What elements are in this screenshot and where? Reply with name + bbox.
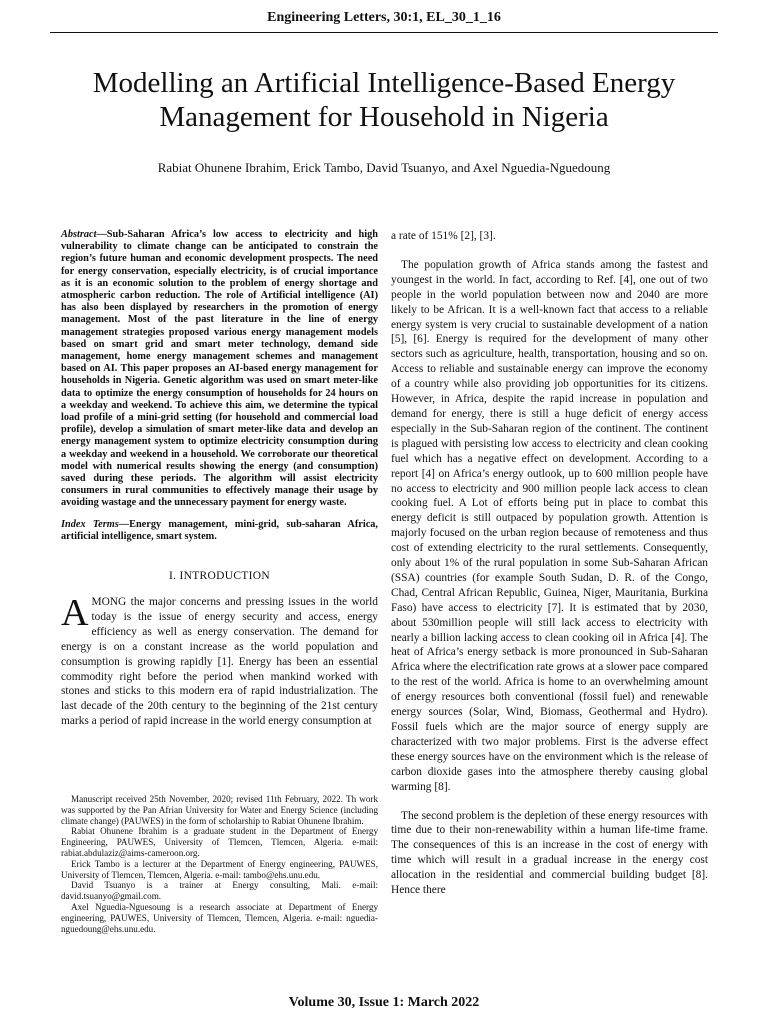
- author-list: Rabiat Ohunene Ibrahim, Erick Tambo, David Tsuanyo, and Axel Nguedia-Nguedoung: [157, 160, 611, 175]
- population-paragraph: The population growth of Africa stands among the fastest and youngest in the world. In fact, according to Ref. [4], one out of two people in the world population between now and 2040 are more likely to be African. It is a well-known fact that access to a reliable energy system is very crucial to sustainable development of a nation [5], [6]. Energy is required for the development of many other sectors such as agriculture, health, transportation, housing and so on. Access to reliable and sustainable energy can improve the economy of a country while also providing job opportunities for its citizens. However, in Africa, despite the rapid increase in population and demand for energy, there is still a huge deficit of energy access especially in the Sub-Saharan region of the continent. The continent is plagued with persisting low access to electricity and clean cooking fuel which has a negative effect on development. According to a report [4] on Africa’s energy outlook, up to 600 million people have no access to electricity and 900 million people lack access to clean cooking fuel. A Lot of efforts being put in place to combat this energy deficit is still outpaced by population growth. Attention is majorly focused on the urban region because of remoteness and thus cost of extending electricity to the rural settlements. Consequently, only about 1% of the rural population in some Sub-Saharan African (SSA) countries (for example South Sudan, D. R. of the Congo, Chad, Central African Republic, Guinea, Niger, Mauritania, Burkina Faso) have access to electricity [7]. It is estimated that by 2030, about 530million people will still lack access to electricity with nearly a billion lacking access to clean cooking oil in Africa [4]. The heat of Africa’s energy setback is more pronounced in Sub-Saharan Africa where the electrification rate grows at a slower pace compared to the rest of the world. Africa is home to an overwhelming amount of energy resources both conventional (fossil fuel) and renewable energy sources (Solar, Wind, Biomass, Geothermal and Hydro). Fossil fuels which are the major source of energy supply are characterized with two major problems. First is the adverse effect these energy sources have on the environment which is the release of carbon dioxide gases into the atmosphere thereby causing global warming [8].: [391, 258, 708, 793]
- drop-cap: A: [61, 591, 89, 634]
- header-rule: [50, 32, 718, 33]
- footnote-author-3: David Tsuanyo is a trainer at Energy consulting, Mali. e-mail: david.tsuanyo@gmail.com.: [61, 880, 378, 902]
- first-word-rest: MONG: [91, 595, 127, 608]
- footnote-author-4: Axel Nguedia-Nguesoung is a research associate at Department of Energy engineering, PAUWES, University of Tlemcen, Tlemcen, Algeria. e-mail: nguedia-nguedoung@ehs.unu.edu.: [61, 901, 378, 934]
- section-numeral: I.: [169, 570, 180, 583]
- left-column: [61, 229, 378, 729]
- footnotes: [61, 794, 378, 934]
- footnote-author-1: Rabiat Ohunene Ibrahim is a graduate student in the Department of Energy Engineering, PAUWES, University of Tlemcen, Tlemcen, Algeria. e-mail: rabiat.abdulaziz@aims-cameroon.org.: [61, 826, 378, 858]
- section-heading-introduction: [61, 569, 378, 584]
- index-terms: [61, 519, 378, 543]
- footnote-author-2: Erick Tambo is a lecturer at the Department of Energy engineering, PAUWES, University of Tlemcen, Tlemcen, Algeria. e-mail: tambo@ehs.unu.edu.: [61, 858, 378, 880]
- depletion-paragraph: The second problem is the depletion of these energy resources with time due to their non-renewability within a human life-time frame. The consequences of this is an increase in the cost of energy with time which will result in a gradual increase in the energy cost allocation in the residential and commercial building budget [8]. Hence there: [391, 809, 708, 897]
- intro-paragraph: [61, 591, 378, 729]
- journal-header: Engineering Letters, 30:1, EL_30_1_16: [267, 10, 501, 25]
- issue-footer: Volume 30, Issue 1: March 2022: [288, 995, 480, 1010]
- paper-title: Modelling an Artificial Intelligence-Based Energy Management for Household in Nigeria: [92, 67, 676, 133]
- intro-paragraph-text: the major concerns and pressing issues in the world today is the issue of energy security and access, energy efficiency as well as energy conservation. The demand for energy is on a constant increase as the world population and consumption is growing rapidly [1]. Energy has been an essential commodity right before the period when mankind worked with stones and sticks to this modern era of rapid industrialization. The last decade of the 20th century to the beginning of the 21st century marks a period of rapid increase in the world energy consumption at: [61, 595, 378, 728]
- index-terms-text: —Energy management, mini-grid, sub-saharan Africa, artificial intelligence, smart system.: [61, 518, 378, 542]
- index-terms-label: Index Terms: [61, 518, 119, 530]
- right-column: [391, 229, 708, 898]
- abstract-text: —Sub-Saharan Africa’s low access to electricity and high vulnerability to climate change can be anticipated to constrain the region’s future human and economic development prospects. The need for energy conservation, especially electricity, is of crucial importance as it is an economic solution to the problem of energy shortage and atmospheric carbon reduction. The role of Artificial intelligence (AI) has also been displayed by researchers in the promotion of energy management. Most of the past literature in the line of energy management strategies proposed various energy management models based on smart grid and smart meter technology, demand side management, home energy management schemes and management based on AI. This paper proposes an AI-based energy management for households in Nigeria. Genetic algorithm was used on smart meter-like data to optimize the energy consumption of households for 24 hours on a weekday and weekend. To achieve this aim, we determine the typical load profile of a mini-grid setting (for household and commercial load profile), develop a simulation of smart meter-like data and develop an energy management system to optimize electricity consumption during a weekday and weekend in a household. We corroborate our theoretical model with numerical results showing the energy (and consumption) saved during these periods. The algorithm will assist electricity consumers in rural communities to effectively manage their usage by avoiding wastage and the unnecessary payment for energy waste.: [61, 229, 378, 509]
- continued-paragraph: a rate of 151% [2], [3].: [391, 230, 496, 242]
- section-heading-initial: I: [179, 570, 184, 583]
- abstract: [61, 229, 378, 510]
- footnote-manuscript: Manuscript received 25th November, 2020; revised 11th February, 2022. Th work was supported by the Pan Afrian University for Water and Energy Science (including climate change) (PAUWES) in the form of scholarship to Rabiat Ohunene Ibrahim.: [61, 794, 378, 826]
- abstract-label: Abstract: [61, 229, 97, 240]
- section-heading-rest: NTRODUCTION: [183, 570, 270, 583]
